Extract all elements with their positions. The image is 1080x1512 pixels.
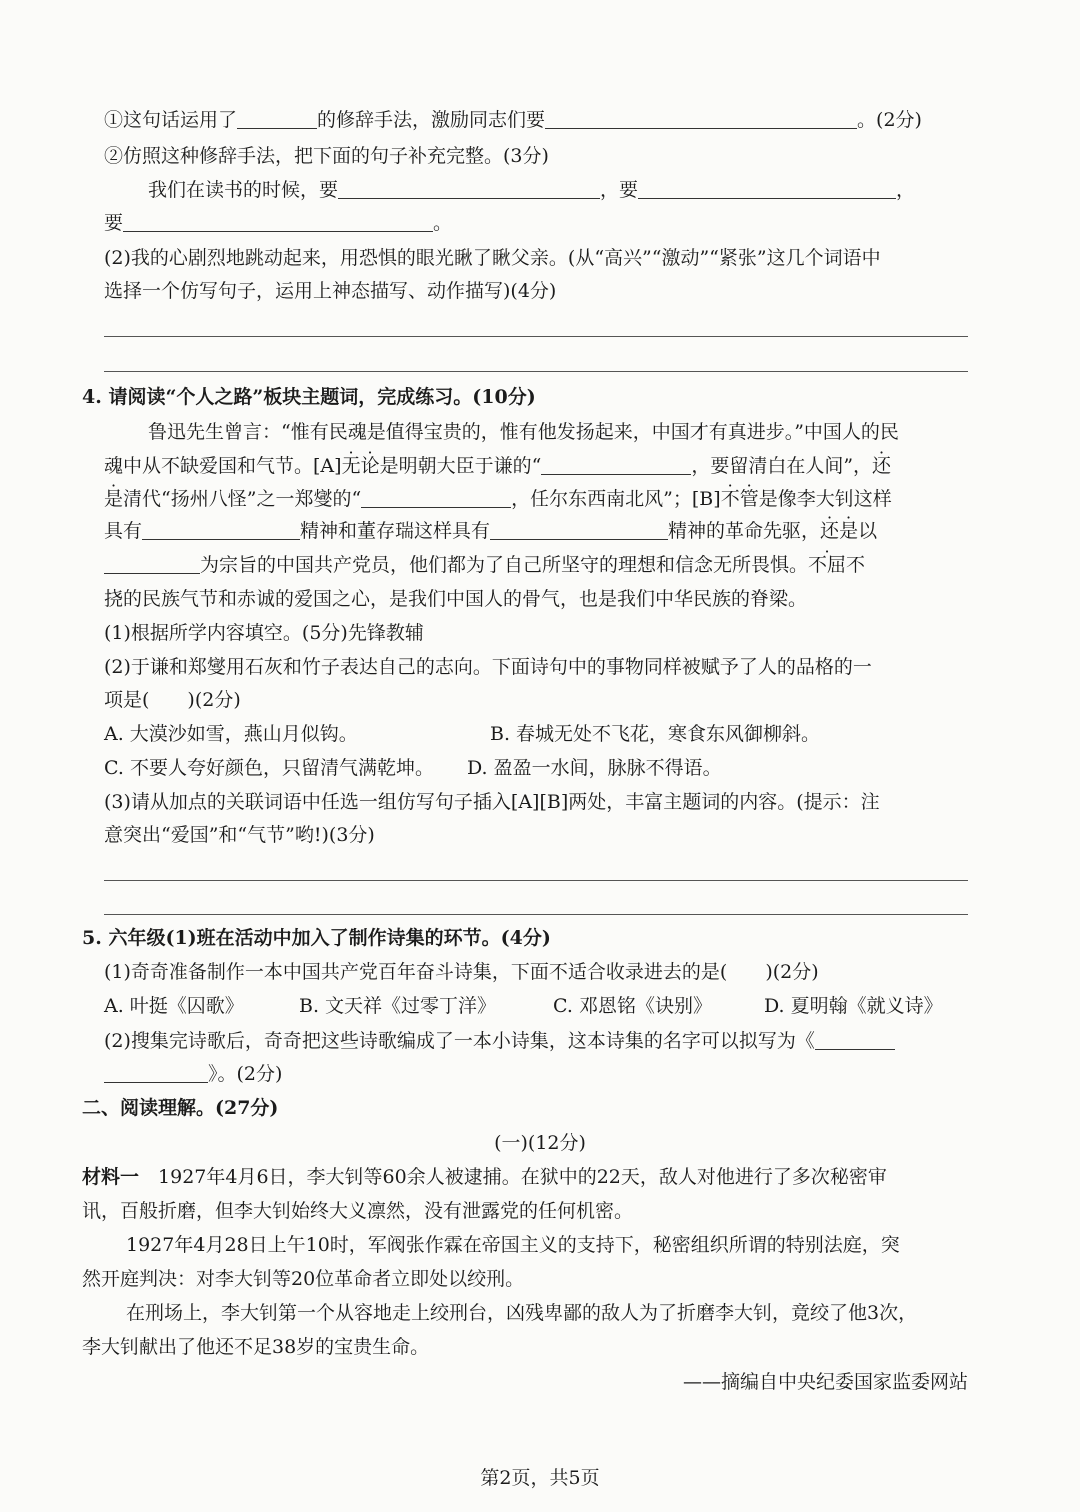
- answer-blank[interactable]: [361, 489, 511, 508]
- q4-sub3-line1: (3)请从加点的关联词语中任选一组仿写句子插入[A][B]两处，丰富主题词的内容。(提示：注: [104, 791, 880, 813]
- q5-option-c[interactable]: C. 邓恩铭《诀别》: [553, 995, 712, 1017]
- material1-line4: 然开庭判决：对李大钊等20位革命者立即处以绞刑。: [82, 1268, 525, 1290]
- answer-blank[interactable]: [104, 1064, 208, 1083]
- material1-line5: 在刑场上，李大钊第一个从容地走上绞刑台，凶残卑鄙的敌人为了折磨李大钊，竟绞了他3次，: [126, 1302, 918, 1324]
- material1-line3: 1927年4月28日上午10时，军阀张作霖在帝国主义的支持下，秘密组织所谓的特别法庭，突: [126, 1234, 900, 1256]
- answer-blank[interactable]: [541, 456, 691, 475]
- q4-para-line2: 魂中从不缺爱国和气节。[A]无论是明朝大臣于谦的“ ，要留清白在人间”，还: [104, 455, 892, 477]
- material1-line2: 讯，百般折磨，但李大钊始终大义凛然，没有泄露党的任何机密。: [82, 1200, 634, 1222]
- section2-part1-title: (一)(12分): [494, 1132, 586, 1154]
- answer-blank[interactable]: [638, 180, 896, 199]
- q5-sub1: (1)奇奇准备制作一本中国共产党百年奋斗诗集，下面不适合收录进去的是( )(2分): [104, 961, 819, 983]
- answer-blank[interactable]: [104, 555, 200, 574]
- writing-line[interactable]: [104, 880, 968, 881]
- q4-sub1: (1)根据所学内容填空。(5分)先锋教辅: [104, 622, 424, 644]
- answer-blank[interactable]: [490, 521, 668, 540]
- q4-option-c[interactable]: C. 不要人夸好颜色，只留清气满乾坤。: [104, 757, 434, 779]
- material1-line6: 李大钊献出了他还不足38岁的宝贵生命。: [82, 1336, 430, 1358]
- q4-option-b[interactable]: B. 春城无处不飞花，寒食东风御柳斜。: [490, 723, 821, 745]
- writing-line[interactable]: [104, 914, 968, 915]
- q4-para-line5: 为宗旨的中国共产党员，他们都为了自己所坚守的理想和信念无所畏惧。不屈不: [104, 553, 968, 577]
- q5-sub2-line2: 》。(2分): [104, 1062, 968, 1086]
- page-number: 第2页，共5页: [480, 1467, 600, 1489]
- q5-option-d[interactable]: D. 夏明翰《就义诗》: [764, 995, 943, 1017]
- q3-sub2-prompt: ②仿照这种修辞手法，把下面的句子补充完整。(3分): [104, 145, 549, 167]
- material1-source: ——摘编自中央纪委国家监委网站: [682, 1371, 968, 1393]
- q4-para-line1: 鲁迅先生曾言：“惟有民魂是值得宝贵的，惟有他发扬起来，中国才有真进步。”中国人的民: [148, 421, 899, 443]
- writing-line[interactable]: [104, 371, 968, 372]
- q5-title: 5. 六年级(1)班在活动中加入了制作诗集的环节。(4分): [82, 927, 551, 949]
- q4-para-line4: 具有 精神和董存瑞这样具有 精神的革命先驱，还是以: [104, 520, 878, 542]
- q3-fill-line-2: 要 。: [104, 212, 453, 234]
- q4-option-a[interactable]: A. 大漠沙如雪，燕山月似钩。: [104, 723, 358, 745]
- q3-part2-line2: 选择一个仿写句子，运用上神态描写、动作描写)(4分): [104, 280, 557, 302]
- q4-sub2-line2: 项是( )(2分): [104, 689, 241, 711]
- q3-sub1-line: ①这句话运用了 的修辞手法，激励同志们要 。(2分): [104, 109, 922, 131]
- answer-blank[interactable]: [123, 213, 433, 232]
- q4-title: 4. 请阅读“个人之路”板块主题词，完成练习。(10分): [82, 386, 536, 408]
- q4-option-d[interactable]: D. 盈盈一水间，脉脉不得语。: [467, 757, 722, 779]
- q4-para-line6: 挠的民族气节和赤诚的爱国之心，是我们中国人的骨气，也是我们中华民族的脊梁。: [104, 588, 808, 610]
- q4-sub3-line2: 意突出“爱国”和“气节”哟!)(3分): [104, 824, 375, 846]
- answer-blank[interactable]: [815, 1031, 895, 1050]
- material1-line1: 材料一 1927年4月6日，李大钊等60余人被逮捕。在狱中的22天，敌人对他进行了多次秘密审: [82, 1166, 887, 1188]
- answer-blank[interactable]: [338, 180, 600, 199]
- q4-sub2-line1: (2)于谦和郑燮用石灰和竹子表达自己的志向。下面诗句中的事物同样被赋予了人的品格的一: [104, 656, 872, 678]
- q4-para-line3: 是清代“扬州八怪”之一郑燮的“ ，任尔东西南北风”；[B]不管是像李大钊这样: [104, 488, 892, 510]
- q5-option-b[interactable]: B. 文天祥《过零丁洋》: [299, 995, 497, 1017]
- writing-line[interactable]: [104, 336, 968, 337]
- answer-blank[interactable]: [142, 521, 300, 540]
- q3-fill-line: 我们在读书的时候，要 ，要 ，: [148, 179, 916, 201]
- q5-sub2-line1: (2)搜集完诗歌后，奇奇把这些诗歌编成了一本小诗集，这本诗集的名字可以拟写为《: [104, 1029, 968, 1053]
- q5-option-a[interactable]: A. 叶挺《囚歌》: [104, 995, 244, 1017]
- q3-part2-line1: (2)我的心剧烈地跳动起来，用恐惧的眼光瞅了瞅父亲。(从“高兴”“激动”“紧张”这几个词语中: [104, 247, 881, 269]
- answer-blank[interactable]: [545, 110, 857, 129]
- section2-title: 二、阅读理解。(27分): [82, 1097, 279, 1119]
- answer-blank[interactable]: [237, 110, 317, 129]
